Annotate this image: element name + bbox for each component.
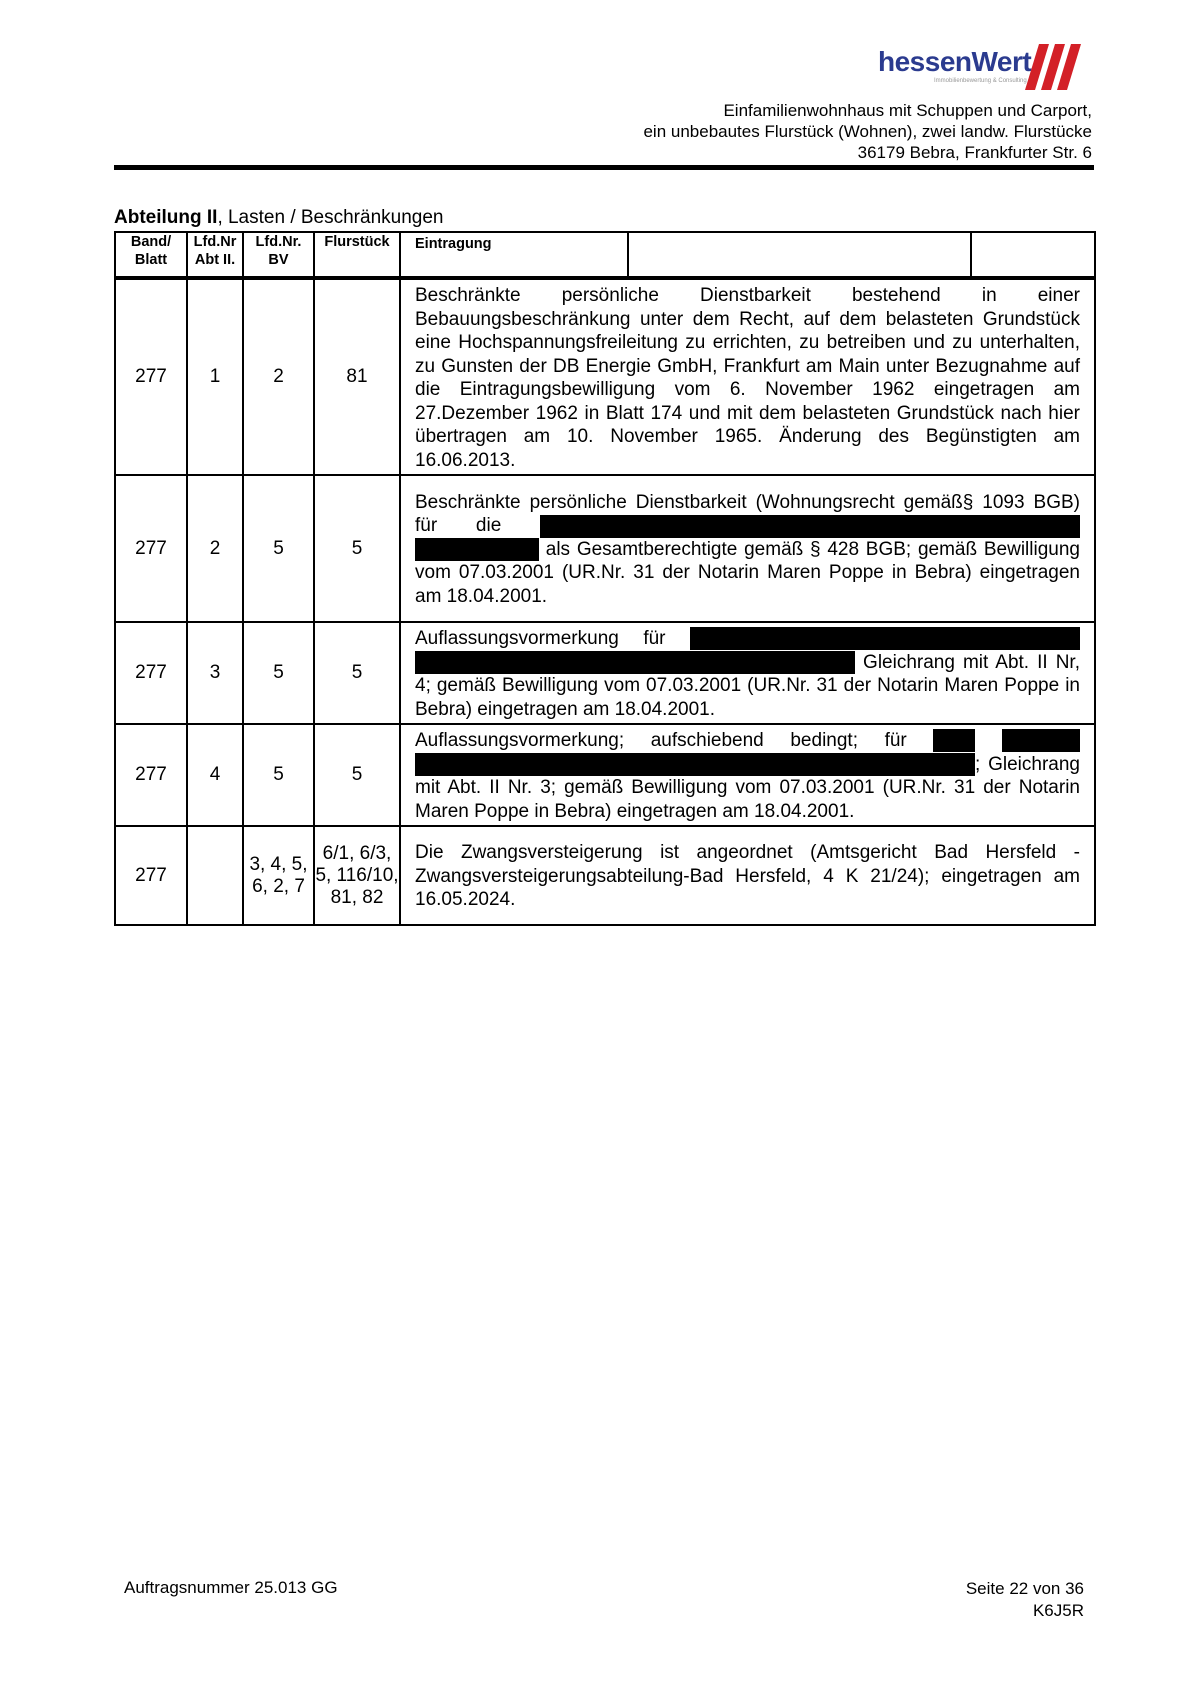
redaction-block: [690, 627, 1080, 650]
register-table: [114, 231, 1096, 926]
cell-band: 277: [115, 724, 187, 826]
cell-eintragung: Die Zwangsversteigerung ist angeordnet (Amtsgericht Bad Hersfeld - Zwangsversteigerungsabteilung-Bad Hersfeld, 4 K 21/24); eingetragen am 16.05.2024.: [400, 826, 1095, 925]
table-row: [115, 724, 1095, 826]
logo-subtitle: Immobilienbewertung & Consulting: [934, 78, 1027, 84]
redaction-block: [540, 515, 1080, 538]
logo-stripes-icon: [1025, 44, 1085, 90]
header-eintragung: Eintragung: [400, 232, 628, 278]
cell-lfd: 2: [187, 475, 243, 622]
entry-text-b: als Gesamtberechtigte gemäß § 428 BGB; gemäß Bewilligung vom 07.03.2001 (UR.Nr. 31 der Notarin Maren Poppe in Bebra) eingetragen am 18.04.2001.: [415, 538, 1080, 607]
entry-text-a: Auflassungsvormerkung für: [415, 628, 666, 649]
cell-bv: 5: [243, 622, 314, 724]
cell-band: 277: [115, 826, 187, 925]
header-line-2: ein unbebautes Flurstück (Wohnen), zwei landw. Flurstücke: [643, 122, 1092, 141]
header-band-blatt: Band/ Blatt: [115, 232, 187, 278]
logo-wordmark: hessenWert: [878, 46, 1032, 77]
table-row: [115, 278, 1095, 475]
header-lfd-abt: Lfd.Nr Abt II.: [187, 232, 243, 278]
header-lfd-bv: Lfd.Nr. BV: [243, 232, 314, 278]
cell-flurstueck: 81: [314, 278, 400, 475]
cell-lfd: 3: [187, 622, 243, 724]
footer-page-info: [966, 1578, 1084, 1622]
entry-text-a: Auflassungsvormerkung; aufschiebend bedingt; für: [415, 730, 907, 751]
cell-bv: 5: [243, 724, 314, 826]
header-line-1: Einfamilienwohnhaus mit Schuppen und Carport,: [723, 101, 1092, 120]
table-header-row: [115, 232, 1095, 278]
cell-eintragung: [400, 724, 1095, 826]
redaction-block: [415, 538, 539, 561]
cell-band: 277: [115, 475, 187, 622]
section-title-rest: , Lasten / Beschränkungen: [217, 207, 444, 228]
cell-bv: 2: [243, 278, 314, 475]
header-flurstueck: Flurstück: [314, 232, 400, 278]
cell-bv: 3, 4, 5, 6, 2, 7: [243, 826, 314, 925]
cell-flurstueck: 5: [314, 622, 400, 724]
redaction-block: [415, 651, 855, 674]
header-empty-1: [628, 232, 971, 278]
cell-band: 277: [115, 622, 187, 724]
cell-band: 277: [115, 278, 187, 475]
cell-bv: 5: [243, 475, 314, 622]
cell-flurstueck: 5: [314, 475, 400, 622]
cell-eintragung: Beschränkte persönliche Dienstbarkeit bestehend in einer Bebauungsbeschränkung unter dem Recht, auf dem belasteten Grundstück eine Hochspannungsfreileitung zu errichten, zu betreiben und zu unterhalten, zu Gunsten der DB Energie GmbH, Frankfurt am Main unter Bezugnahme auf die Eintragungsbewilligung vom 6. November 1962 eingetragen am 27.Dezember 1962 in Blatt 174 und mit dem belasteten Grundstück nach hier übertragen am 10. November 1965. Änderung des Begünstigten am 16.06.2013.: [400, 278, 1095, 475]
cell-eintragung: [400, 622, 1095, 724]
redaction-block: [415, 753, 975, 776]
company-logo: [870, 44, 1100, 94]
header-empty-2: [971, 232, 1095, 278]
cell-flurstueck: 5: [314, 724, 400, 826]
table-row: [115, 475, 1095, 622]
entry-text-b: Gleichrang mit Abt. II Nr, 4; gemäß Bewilligung vom 07.03.2001 (UR.Nr. 31 der Notarin Maren Poppe in Bebra) eingetragen am 18.04.2001.: [415, 651, 1080, 720]
entry-text-a: Beschränkte persönliche Dienstbarkeit (Wohnungsrecht gemäß§ 1093 BGB) für die: [415, 491, 1080, 537]
cell-lfd: 4: [187, 724, 243, 826]
footer-order-number: Auftragsnummer 25.013 GG: [124, 1578, 338, 1597]
header-line-3: 36179 Bebra, Frankfurter Str. 6: [857, 143, 1092, 162]
table-row: [115, 826, 1095, 925]
entry-text-b: ; Gleichrang mit Abt. II Nr. 3; gemäß Bewilligung vom 07.03.2001 (UR.Nr. 31 der Notarin Maren Poppe in Bebra) eingetragen am 18.04.2001.: [415, 753, 1080, 822]
redaction-block: [1002, 729, 1080, 752]
cell-lfd: [187, 826, 243, 925]
section-title-bold: Abteilung II: [114, 207, 218, 228]
footer-page-number: Seite 22 von 36: [965, 1579, 1084, 1598]
table-row: [115, 622, 1095, 724]
header-divider: [114, 165, 1094, 170]
cell-flurstueck: 6/1, 6/3, 5, 116/10, 81, 82: [314, 826, 400, 925]
footer-code: K6J5R: [1032, 1601, 1084, 1620]
cell-lfd: 1: [187, 278, 243, 475]
document-header: [643, 100, 1092, 163]
cell-eintragung: [400, 475, 1095, 622]
section-title: [114, 207, 443, 229]
redaction-block: [933, 729, 975, 752]
